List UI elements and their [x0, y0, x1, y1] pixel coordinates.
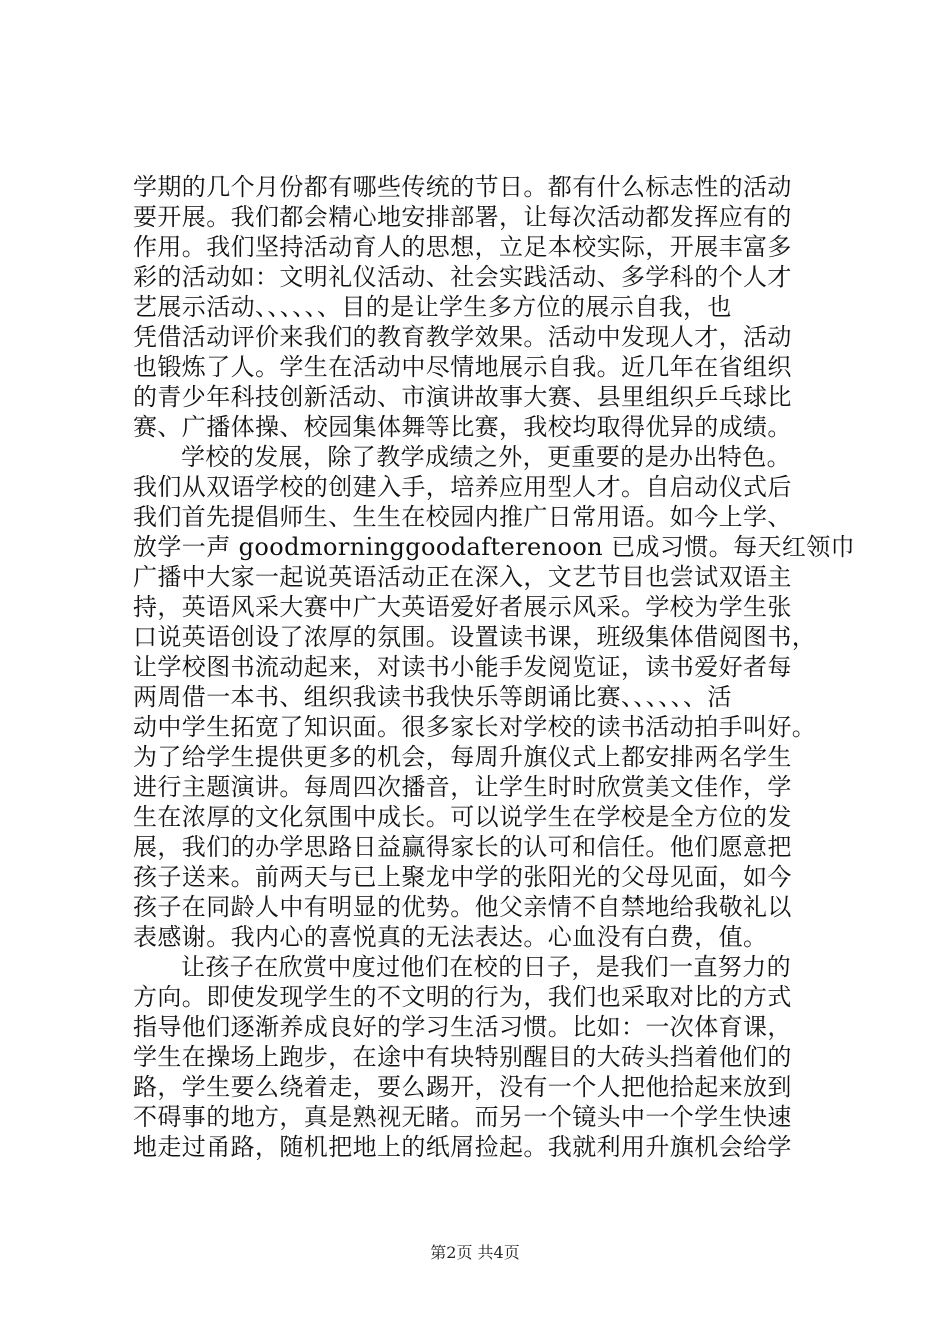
- text-line: 两周借一本书、组织我读书我快乐等朗诵比赛、、、、、、活: [133, 683, 732, 711]
- text-line: 展，我们的办学思路日益赢得家长的认可和信任。他们愿意把: [133, 833, 792, 861]
- page-number-footer: 第2页 共4页: [430, 1243, 520, 1262]
- text-line: 路，学生要么绕着走，要么踢开，没有一个人把他拾起来放到: [133, 1073, 792, 1101]
- text-line: 口说英语创设了浓厚的氛围。设置读书课，班级集体借阅图书，: [133, 623, 817, 651]
- text-line: 艺展示活动、、、、、、目的是让学生多方位的展示自我，也: [133, 293, 732, 321]
- text-line: 作用。我们坚持活动育人的思想，立足本校实际，开展丰富多: [133, 233, 792, 261]
- text-line: 广播中大家一起说英语活动正在深入，文艺节目也尝试双语主: [133, 563, 792, 591]
- document-body: [133, 172, 856, 1162]
- text-line: 地走过甬路，随机把地上的纸屑捡起。我就利用升旗机会给学: [133, 1133, 792, 1161]
- text-line: 彩的活动如：文明礼仪活动、社会实践活动、多学科的个人才: [133, 263, 792, 291]
- text-line: 要开展。我们都会精心地安排部署，让每次活动都发挥应有的: [133, 203, 792, 231]
- text-line: 生在浓厚的文化氛围中成长。可以说学生在学校是全方位的发: [133, 803, 792, 831]
- paragraph-start-line: 让孩子在欣赏中度过他们在校的日子，是我们一直努力的: [181, 953, 791, 981]
- text-line: 表感谢。我内心的喜悦真的无法表达。心血没有白费，值。: [133, 923, 768, 951]
- text-line: 让学校图书流动起来，对读书小能手发阅览证，读书爱好者每: [133, 653, 792, 681]
- text-line: 的青少年科技创新活动、市演讲故事大赛、县里组织乒乓球比: [133, 383, 792, 411]
- text-line: 孩子在同龄人中有明显的优势。他父亲情不自禁地给我敬礼以: [133, 893, 792, 921]
- text-line: 凭借活动评价来我们的教育教学效果。活动中发现人才，活动: [133, 323, 792, 351]
- text-line: 放学一声 goodmorninggoodafterenoon 已成习惯。每天红领巾: [133, 533, 856, 561]
- text-line: 学期的几个月份都有哪些传统的节日。都有什么标志性的活动: [133, 173, 792, 201]
- text-line: 动中学生拓宽了知识面。很多家长对学校的读书活动拍手叫好。: [133, 713, 817, 741]
- text-line: 赛、广播体操、校园集体舞等比赛，我校均取得优异的成绩。: [133, 413, 792, 441]
- text-line: 也锻炼了人。学生在活动中尽情地展示自我。近几年在省组织: [133, 353, 792, 381]
- text-line: 为了给学生提供更多的机会，每周升旗仪式上都安排两名学生: [133, 743, 792, 771]
- paragraph-start-line: 学校的发展，除了教学成绩之外，更重要的是办出特色。: [181, 443, 791, 471]
- text-line: 孩子送来。前两天与已上聚龙中学的张阳光的父母见面，如今: [133, 863, 792, 891]
- text-line: 不碍事的地方，真是熟视无睹。而另一个镜头中一个学生快速: [133, 1103, 792, 1131]
- text-line: 指导他们逐渐养成良好的学习生活习惯。比如：一次体育课，: [133, 1013, 792, 1041]
- text-line: 学生在操场上跑步，在途中有块特别醒目的大砖头挡着他们的: [133, 1043, 792, 1071]
- text-line: 持，英语风采大赛中广大英语爱好者展示风采。学校为学生张: [133, 593, 792, 621]
- text-line: 我们从双语学校的创建入手，培养应用型人才。自启动仪式后: [133, 473, 792, 501]
- text-line: 我们首先提倡师生、生生在校园内推广日常用语。如今上学、: [133, 503, 792, 531]
- text-line: 进行主题演讲。每周四次播音，让学生时时欣赏美文佳作，学: [133, 773, 792, 801]
- text-line: 方向。即使发现学生的不文明的行为，我们也采取对比的方式: [133, 983, 792, 1011]
